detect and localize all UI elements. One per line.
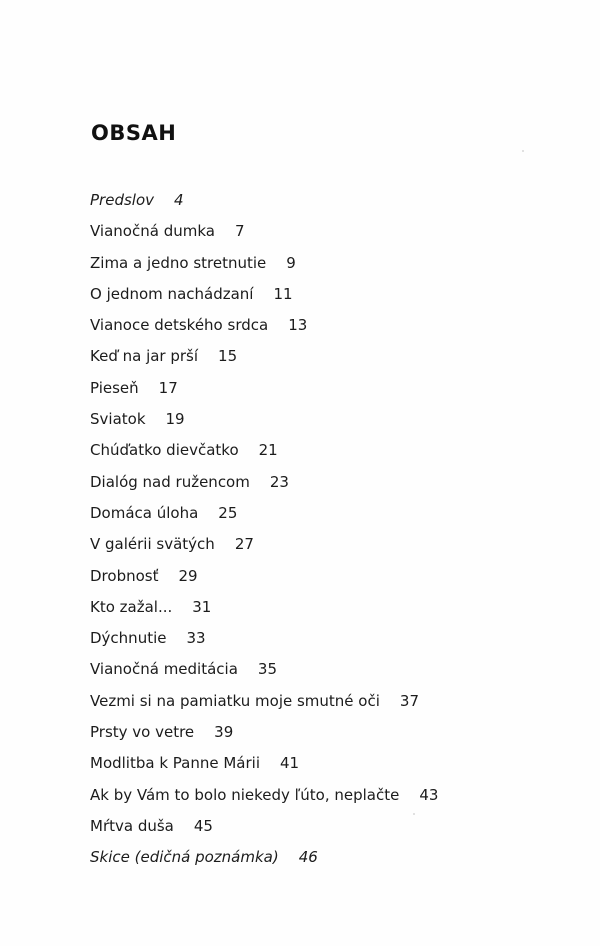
- toc-entry-page-number: 27: [234, 535, 254, 554]
- toc-entry-page-number: 9: [286, 253, 296, 272]
- toc-entry: [90, 843, 438, 874]
- toc-entry-title: Vianoce detského srdca: [90, 316, 269, 335]
- toc-entry: [90, 374, 438, 405]
- page-title: OBSAH: [91, 121, 177, 145]
- toc-entry-title: Sviatok: [90, 410, 146, 429]
- toc-entry: [90, 687, 438, 718]
- toc-entry-title: Prsty vo vetre: [90, 723, 195, 742]
- toc-entry-title: Keď na jar prší: [90, 347, 199, 366]
- toc-entry-page-number: 43: [419, 785, 439, 804]
- toc-entry-page-number: 15: [218, 347, 238, 366]
- toc-entry: [90, 718, 438, 749]
- toc-entry-title: V galérii svätých: [90, 535, 215, 554]
- toc-entry: [90, 186, 438, 217]
- toc-entry-title: Zima a jedno stretnutie: [90, 253, 267, 272]
- toc-entry: [90, 342, 438, 373]
- toc-entry-title: Mŕtva duša: [90, 816, 174, 835]
- toc-entry-page-number: 37: [399, 691, 419, 710]
- toc-entry: [90, 781, 438, 812]
- toc-entry-page-number: 25: [218, 503, 238, 522]
- toc-entry-title: Predslov: [90, 191, 154, 209]
- toc-entry-page-number: 13: [288, 316, 308, 335]
- toc-entry-title: Modlitba k Panne Márii: [90, 754, 261, 773]
- toc-entry: [90, 249, 438, 280]
- toc-entry-page-number: 33: [186, 629, 206, 648]
- toc-entry-page-number: 31: [192, 597, 212, 616]
- paper-speck: [522, 150, 524, 152]
- toc-entry-page-number: 7: [234, 222, 245, 241]
- toc-entry-page-number: 4: [174, 191, 184, 209]
- toc-entry-page-number: 11: [273, 284, 293, 303]
- toc-entry: [90, 593, 438, 624]
- toc-entry-page-number: 21: [258, 441, 278, 460]
- toc-entry-title: Ak by Vám to bolo niekedy ľúto, neplačte: [90, 785, 400, 804]
- toc-entry-page-number: 41: [280, 754, 300, 773]
- toc-entry-title: Dialóg nad ružencom: [90, 472, 250, 491]
- toc-entry-title: Vezmi si na pamiatku moje smutné oči: [90, 691, 380, 710]
- toc-entry: [90, 812, 438, 843]
- toc-entry-page-number: 29: [178, 566, 198, 585]
- toc-entry-title: Dýchnutie: [90, 629, 167, 648]
- toc-entry: [90, 562, 438, 593]
- toc-entry-page-number: 23: [269, 472, 289, 491]
- toc-entry-page-number: 45: [193, 816, 213, 835]
- toc-entry-title: Vianočná meditácia: [90, 660, 238, 679]
- toc-entry: [90, 499, 438, 530]
- toc-entry-title: Skice (edičná poznámka): [90, 848, 279, 867]
- toc-entry-title: Domáca úloha: [90, 503, 199, 522]
- toc-entry-title: Kto zažal...: [90, 597, 173, 616]
- toc-entry-title: Pieseň: [90, 378, 139, 397]
- toc-entry-title: Chúďatko dievčatko: [90, 441, 239, 460]
- toc-entry: [90, 624, 438, 655]
- toc-entry-page-number: 39: [214, 723, 234, 742]
- toc-entry: [90, 749, 438, 780]
- toc-entry: [90, 405, 438, 436]
- table-of-contents: [90, 186, 438, 875]
- toc-entry-page-number: 46: [298, 848, 318, 867]
- toc-entry: [90, 280, 438, 311]
- toc-entry: [90, 217, 438, 248]
- toc-entry-page-number: 19: [165, 410, 185, 429]
- toc-entry: [90, 436, 438, 467]
- toc-entry-title: O jednom nachádzaní: [90, 284, 254, 303]
- toc-entry-title: Vianočná dumka: [90, 222, 215, 241]
- toc-entry: [90, 530, 438, 561]
- toc-entry-page-number: 35: [257, 660, 277, 679]
- toc-entry-title: Drobnosť: [90, 566, 159, 585]
- paper-speck: [413, 813, 415, 815]
- toc-entry: [90, 468, 438, 499]
- toc-entry: [90, 311, 438, 342]
- toc-entry: [90, 655, 438, 686]
- toc-entry-page-number: 17: [158, 378, 178, 397]
